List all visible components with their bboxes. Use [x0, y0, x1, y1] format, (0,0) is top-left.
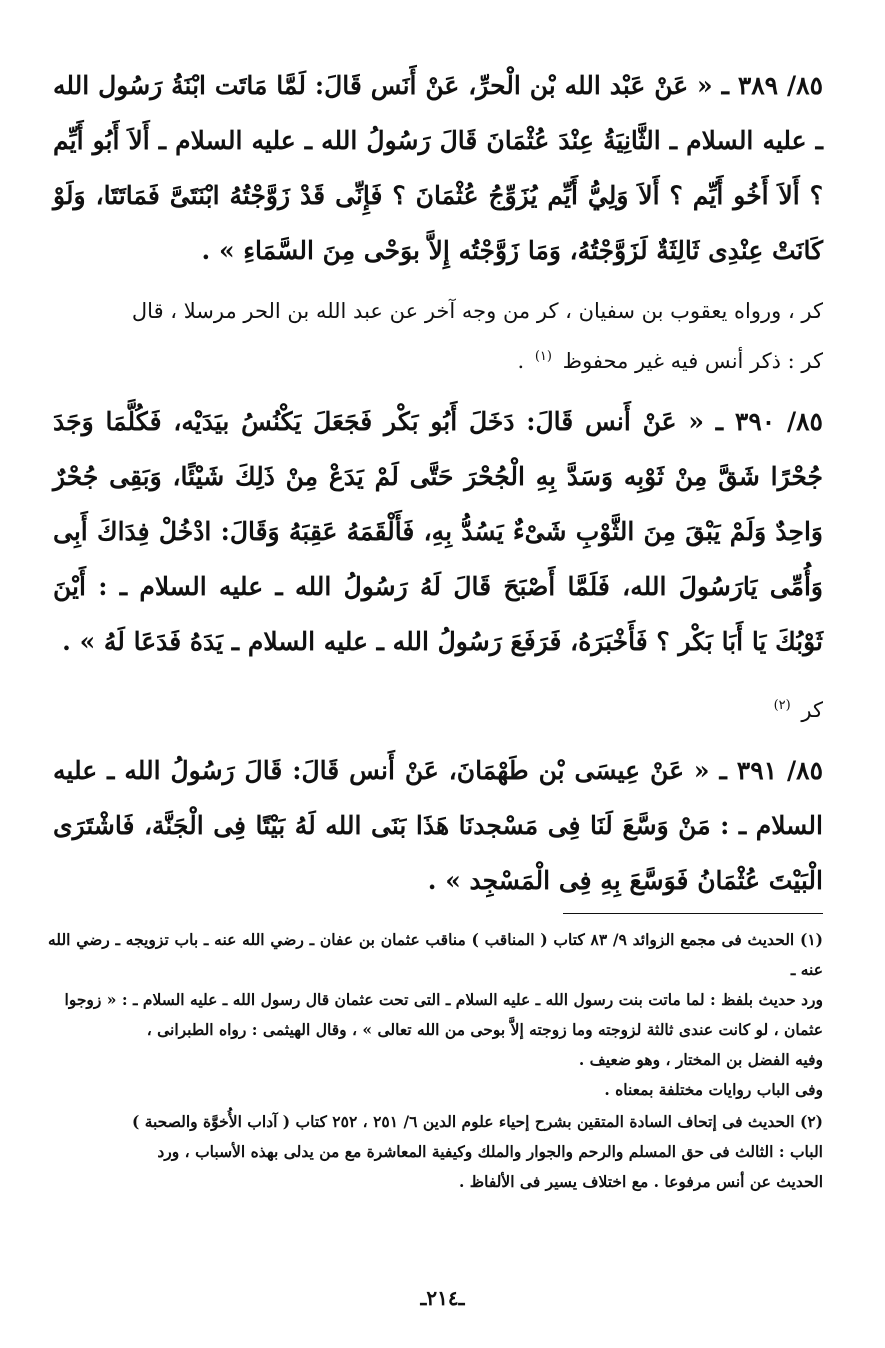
footnote-2-line: الباب : الثالث فى حق المسلم والرحم والجوار والملك وكيفية المعاشرة مع من يدلى بهذه الأسباب ، ورد: [157, 1142, 823, 1161]
footnote-2-line: الحديث عن أنس مرفوعا . مع اختلاف يسير فى الألفاظ .: [458, 1172, 823, 1191]
hadith-number: ٨٥/ ٣٨٩ ـ: [721, 71, 823, 100]
source-note-text: كر: [801, 698, 823, 722]
hadith-text: « عَنْ عَبْد الله بْن الْحرِّ، عَنْ أَنَس قَالَ: لَمَّا مَاتَت ابْنَةُ رَسُول الله ـ عليه السلام ـ الثَّانِيَةُ عِنْدَ عُثْمَانَ قَالَ رَسُولُ الله ـ عليه السلام ـ أَلاَ أَبُو أَيِّم ؟ أَلاَ أَخُو أَيِّم ؟ أَلاَ وَلِيُّ أَيِّم يُزَوِّجُ عُثْمَانَ ؟ فَإِنِّى قَدْ زَوَّجْتُهُ ابْنَتَىَّ فَمَاتَتَا، وَلَوْ كَانَتْ عِنْدِى ثَالِثَةٌ لَزَوَّجْتُهُ، وَمَا زَوَّجْتُه إِلاَّ بوَحْى مِنَ السَّمَاءِ » .: [53, 71, 823, 265]
footnote-separator: [563, 913, 823, 914]
footnote-1-line: وفى الباب روايات مختلفة بمعناه .: [604, 1080, 823, 1099]
hadith-number: ٨٥/ ٣٩٠ ـ: [715, 407, 823, 436]
hadith-text: « عَنْ أَنس قَالَ: دَخَلَ أَبُو بَكْر فَجَعَلَ يَكْنُسُ بيَدَيْه، فَكُلَّمَا وَجَدَ جُحْرًا شَقَّ مِنْ ثَوْبِه وَسَدَّ بِهِ الْجُحْرَ حَتَّى لَمْ يَدَعْ مِنْ ذَلِكَ شَيْئًا، وَبَقِى جُحْرٌ وَاحِدٌ وَلَمْ يَبْقَ مِنَ الثَّوْبِ شَىْءٌ يَسُدُّ بِهِ، فَأَلْقَمَهُ عَقِبَهُ وَقَالَ: ادْخُلْ فِدَاكَ أَبِى وَأُمِّى يَارَسُولَ الله، فَلَمَّا أَصْبَحَ قَالَ لَهُ رَسُولُ الله ـ عليه السلام ـ : أَيْنَ ثَوْبُكَ يَا أَبَا بَكْر ؟ فَأَخْبَرَهُ، فَرَفَعَ رَسُولُ الله ـ عليه السلام ـ يَدَهُ فَدَعَا لَهُ » .: [53, 407, 823, 656]
hadith-number: ٨٥/ ٣٩١ ـ: [719, 756, 823, 785]
spacer: [53, 735, 823, 743]
source-note-390: [53, 685, 823, 735]
footnote-1-line: (١) الحديث فى مجمع الزوائد ٩/ ٨٣ كتاب ( المناقب ) مناقب عثمان بن عفان ـ رضي الله عنه ـ باب تزويجه ـ رضي الله عنه ـ: [48, 930, 823, 979]
spacer: [53, 386, 823, 394]
spacer: [53, 669, 823, 685]
footnote-1-line: وفيه الفضل بن المختار ، وهو ضعيف .: [578, 1050, 823, 1069]
hadith-text: « عَنْ عِيسَى بْن طَهْمَانَ، عَنْ أَنس قَالَ: قَالَ رَسُولُ الله ـ عليه السلام ـ : مَنْ وَسَّعَ لَنَا فِى مَسْجدنَا هَذَا بَنَى الله لَهُ بَيْتًا فِى الْجَنَّة، فَاشْتَرَى الْبَيْتَ عُثْمَانُ فَوَسَّعَ بِهِ فِى الْمَسْجِد » .: [53, 756, 823, 895]
full-stop: .: [517, 349, 525, 373]
page-number: ـ٢١٤ـ: [420, 1286, 465, 1310]
footnote-1-line: ورد حديث بلفظ : لما ماتت بنت رسول الله ـ عليه السلام ـ التى تحت عثمان قال رسول الله ـ عليه السلام ـ : « زوجوا: [64, 990, 823, 1009]
hadith-389: [53, 58, 823, 278]
footnote-2-line: (٢) الحديث فى إتحاف السادة المتقين بشرح إحياء علوم الدين ٦/ ٢٥١ ، ٢٥٢ كتاب ( آداب الأُخوَّة والصحبة ): [131, 1112, 823, 1131]
source-note-389: [53, 286, 823, 386]
hadith-391: [53, 743, 823, 908]
spacer: [53, 278, 823, 286]
footnotes-block: [48, 925, 823, 1197]
footnote-ref-1[interactable]: (١): [534, 349, 552, 364]
footnote-ref-2[interactable]: (٢): [773, 698, 791, 713]
hadith-390: [53, 394, 823, 669]
footnote-1-line: عثمان ، لو كانت عندى ثالثة لزوجته وما زوجته إلاَّ بوحى من الله تعالى » ، وقال الهيثمى : رواه الطبرانى ،: [146, 1020, 823, 1039]
source-note-text: كر ، ورواه يعقوب بن سفيان ، كر من وجه آخر عن عبد الله بن الحر مرسلا ، قال: [131, 299, 823, 323]
main-text-block: [53, 58, 823, 908]
source-note-text: كر : ذكر أنس فيه غير محفوظ: [562, 349, 823, 373]
